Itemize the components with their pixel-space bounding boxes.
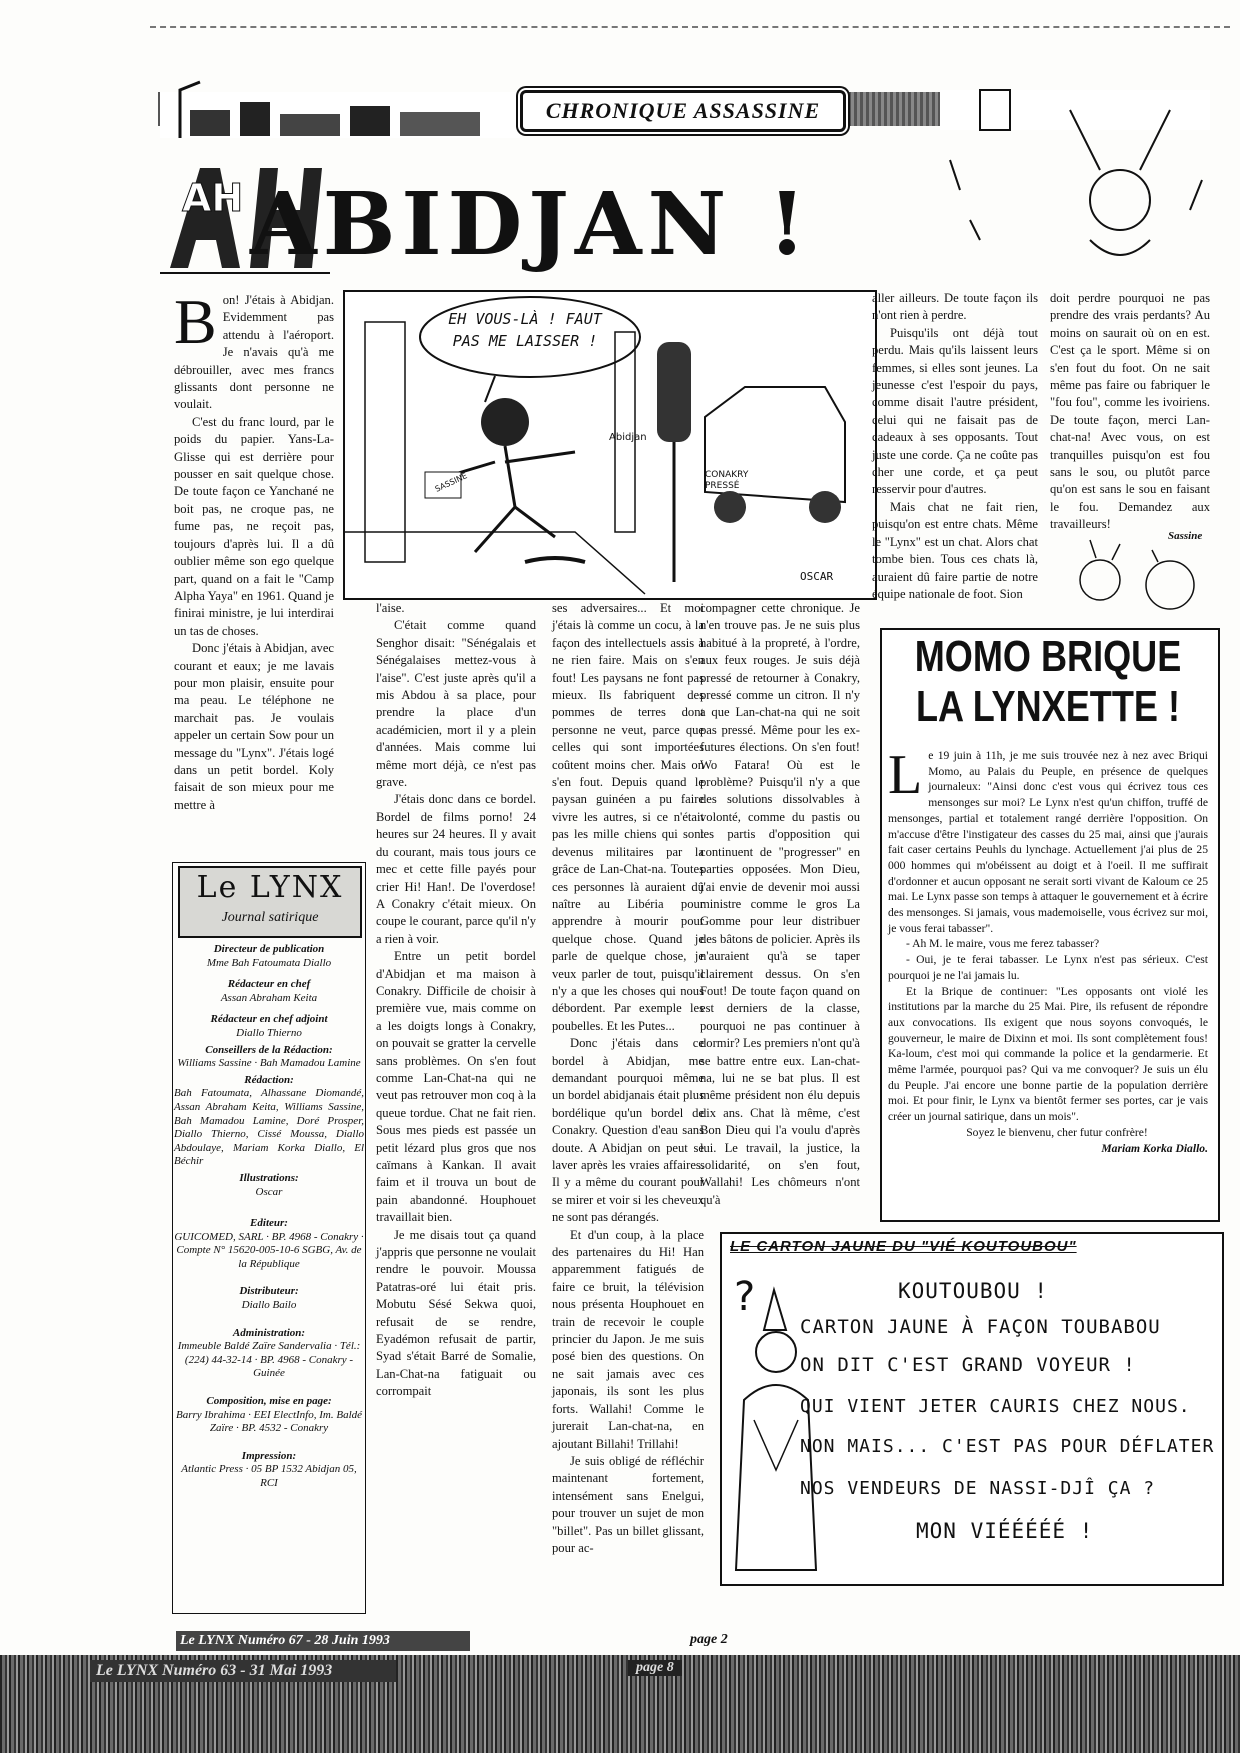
article-paragraph: Et d'un coup, à la place des partenaires du Hi! Han apparemment fatigués de faire ce bruit, la télévision nous présenta Houphouet en train de recevoir le couple princier du Japon. Je me suis posé bien des questions. On ne sait jamais avec ces japonais, ils sont les plus forts. Wallahi! Comme le jurerait Lan-chat-na, en ajoutant Billahi! Trillahi!	[552, 1227, 704, 1451]
masthead-role: Directeur de publication	[213, 943, 325, 955]
lynx-logo	[178, 866, 362, 938]
article-signature: Sassine	[1168, 530, 1203, 542]
section-label: CHRONIQUE ASSASSINE	[520, 90, 846, 132]
momo-title-line-2: LA LYNXETTE !	[916, 682, 1180, 731]
masthead-names: Atlantic Press · 05 BP 1532 Abidjan 05, RCI	[181, 1463, 357, 1489]
carton-line: NON MAIS... C'EST PAS POUR DÉFLATER	[800, 1436, 1215, 1457]
momo-paragraph: e 19 juin à 11h, je me suis trouvée nez à nez avec Briqui Momo, au Palais du Peuple, en présence de quelques journaleux: "Ainsi donc c'est vous qui écrivez tous ces mensonges sur moi? Le Lynx n'est qu'un chiffon, truffé de mensonges, partial et totalement rangé derrière l'opposition. On m'accuse d'être l'instigateur des casses du 25 mai, ainsi que j'aurais fait caser certains Peuhls du lynchage. Actuellement j'ai plus de 25 000 hommes qui m'obéissent au doigt et à l'oeil. Il me suffirait d'ordonner et aucun opposant ne serait sorti vivant de Kaloum ce 25 mai. Le Lynx passe son temps à attaquer le gouvernement et à écrire des mensonges. Si jamais, vous mademoiselle, vous écrivez sur moi, je vous ferai tabasser".	[888, 749, 1208, 935]
masthead-credits	[174, 940, 364, 1491]
carton-heading: LE CARTON JAUNE DU "VIÉ KOUTOUBOU"	[730, 1238, 1077, 1255]
masthead-names: GUICOMED, SARL · BP. 4968 - Conakry · Compte N° 15620-005-10-6 SGBG, Av. de la République	[174, 1230, 364, 1270]
article-paragraph: Donc j'étais dans ce bordel à Abidjan, me demandant pourquoi même un bordel abidjanais était plus bordélique qu'un bordel de Conakry. Question d'eau sans doute. A Abidjan on peut se laver après les vraies affaires. Il y a même du courant pour se mirer et voir si les cheveux ne sont pas dérangés.	[552, 1036, 704, 1225]
momo-signature: Mariam Korka Diallo.	[1101, 1141, 1208, 1155]
svg-text:?: ?	[734, 1274, 756, 1320]
sassine-sketch	[1060, 530, 1210, 620]
scan-line	[150, 26, 1230, 30]
article-paragraph: Puisqu'ils ont déjà tout perdu. Mais qu'ils laissent leurs femmes, si elles sont jeunes. La jeunesse c'est l'espoir du pays, comme disait l'autre président, celui qui ne faisait pas de cadeaux à ses opposants. Tout juste une corde. Ça ne coûte pas cher une corde, et ça peut resservir pour d'autres.	[872, 325, 1038, 497]
article-paragraph: ses adversaires... Et moi j'étais là comme un cocu, à la façon des intellectuels assis à ne rien faire. Mais on s'en fout! Les paysans ne font pas mieux. Ils fabriquent des pommes de terres dont personne ne veut, parce que celles qui sont importées coûtent moins cher. Mais on s'en fout. Depuis quand le paysan guinéen a pu faire vivre les autres, si ce n'était pas les mille chiens qui sont devenus militaires par la grâce de Lan-Chat-na. Toutes ces personnes là auraient dû naître au Libéria pour apprendre à mourir pour quelque chose. Quand je parle de quelque chose, je veux parler de tout, puisqu'il n'y a que les choses qui nous débordent. Par exemple les poubelles. Et les Putes...	[552, 601, 704, 1033]
article-paragraph: l'aise.	[376, 601, 405, 615]
cartoon-bag-label: SASSINE	[433, 471, 469, 494]
carton-line: CARTON JAUNE À FAÇON TOUBABOU	[800, 1316, 1161, 1338]
masthead-role: Rédacteur en chef	[227, 978, 311, 991]
article-paragraph: compagner cette chronique. Je n'en trouve pas. Je ne suis plus habitué à la propreté, à l'ordre, aux feux rouges. Je suis déjà pressé de retourner à Conakry, pressé comme un citron. Il n'y a que Lan-chat-na qui ne soit pas pressé. Même pour les ex-futures élections. On s'en fout! Wo Fatara! Où est le problème? Puisqu'il n'y a que des solutions dissolvables à volonté, comme du pastis ou les partis d'opposition qui continuent de "progresser" en parties opposées. Mon Dieu, j'ai envie de devenir moi aussi ministre comme le gros La Gomme pour leur distribuer des bâtons de policier. Après ils n'auraient qu'à se taper clairement dessus. On s'en Fout! De toute façon quand on est derniers de la classe, pourquoi ne pas continuer à dormir? Les premiers n'ont qu'à se battre entre eux. Lan-chat-na, lui ne se bat plus. Il est même président non élu depuis dix ans. Chat là même, c'est Bon Dieu qui l'a voulu d'après lui. Le travail, la justice, la solidarité, on s'en fout, Wallahi! Les chômeurs n'ont qu'à	[700, 601, 860, 1207]
masthead-role: Distributeur:	[239, 1285, 299, 1298]
article-column-4	[700, 600, 860, 1230]
momo-title	[910, 632, 1186, 732]
carton-line: NOS VENDEURS DE NASSI-DJÎ ÇA ?	[800, 1478, 1156, 1499]
issue-footer: Le LYNX Numéro 67 - 28 Juin 1993	[176, 1631, 470, 1651]
masthead-role: Editeur:	[250, 1217, 288, 1230]
momo-paragraph: - Ah M. le maire, vous me ferez tabasser?	[906, 937, 1100, 951]
masthead-names: Oscar	[255, 1185, 283, 1198]
article-paragraph: Je me disais tout ça quand j'appris que personne ne voulait rendre le pouvoir. Moussa Patatras-oré lui était pris. Mobutu Sésé Sekwa quoi, refusait de se rendre, Eyadémon refusait de partir, Syad s'était Barré de Somalie, Lan-Chat-na fatiguait ou corrompait	[376, 1227, 536, 1399]
momo-title-line-1: MOMO BRIQUE	[914, 632, 1182, 681]
article-paragraph: C'était comme quand Senghor disait: "Sénégalais et Sénégalaises mettez-vous à l'aise". C'est juste après qu'il a mis Abdou à sa place, pour prendre la place d'un académicien, mort il y a plein d'années. Mais comme lui même mort déjà, ce n'est pas grave.	[376, 618, 536, 790]
logo-subtitle: Journal satirique	[221, 910, 319, 925]
cartoon-van-label: CONAKRY PRESSÉ	[705, 470, 749, 491]
article-paragraph: J'étais donc dans ce bordel. Bordel de films porno! 24 heures sur 24 heures. Il y avait du courant, mais tous jours ce mec et cette fille payés pour crier Hi! Han!. De l'overdose! A Conakry c'était mieux. On coupe le courant, parce qu'il n'y a rien à voir.	[376, 792, 536, 946]
dropcap: B	[174, 286, 217, 357]
masthead-names: Diallo Thierno	[236, 1026, 302, 1039]
momo-dropcap: L	[888, 744, 923, 806]
masthead-role: Illustrations:	[239, 1171, 299, 1184]
momo-paragraph: Soyez le bienvenu, cher futur confrère!	[966, 1125, 1148, 1139]
article-paragraph: Entre un petit bordel d'Abidjan et ma maison à Conakry. Difficile de choisir à première vue, mais comme on a les doigts longs à Conakry, on pouvait se gratter la cervelle sans problèmes. On s'en fout comme Lan-Chat-na qui ne veut pas retrouver mon coq à la queue tordue. Chat ne fait rien. Sous mes pieds est passée un petit lézard plus gros que nos caïmans à Kankan. Il avait faim et il trouva un bout de pain abandonné. Houphouet travaillait bien.	[376, 949, 536, 1225]
article-paragraph: on! J'étais à Abidjan. Evidemment pas attendu à l'aéroport. Je n'avais qu'à me débrouiller, avec mes francs glissants dont personne ne voulait.	[174, 293, 334, 412]
masthead-names: Bah Fatoumata, Alhassane Diomandé, Assan Abraham Keita, Williams Sassine, Bah Mamadou Lamine, Doré Prosper, Diallo Thierno, Cissé Moussa, Diallo Abdoulaye, Mariam Korka Diallo, El Béchir	[174, 1087, 364, 1168]
cartoon-speech-bubble: EH VOUS-LÀ ! FAUT PAS ME LAISSER !	[448, 310, 602, 350]
carton-line: QUI VIENT JETER CAURIS CHEZ NOUS.	[800, 1396, 1191, 1417]
cartoon-sign: Abidjan	[609, 432, 647, 443]
carton-line: KOUTOUBOU !	[898, 1279, 1049, 1303]
article-paragraph: doit perdre pourquoi ne pas prendre des vrais perdants? Au moins on saurait où on en est. C'est ça le sport. Même si on s'en fout du foot. On ne sait même pas faire ou fabriquer le "fou fou", comme les ivoiriens. De toute façon, merci Lan-chat-na! Avec vous, on est tranquilles puisqu'on est fou sans le sou, ou plutôt parce qu'on est sans le sou en faisant le fou. Demandez aux travailleurs!	[1050, 291, 1210, 532]
article-paragraph: Je suis obligé de réfléchir maintenant fortement, intensément sans Enelgui, pour trouver un sujet de mon "billet". Pas un billet glissant, pour ac-	[552, 1453, 704, 1555]
city-skyline-drawing	[160, 80, 520, 140]
masthead-role: Conseillers de la Rédaction:	[205, 1043, 333, 1056]
carton-line: ON DIT C'EST GRAND VOYEUR !	[800, 1354, 1136, 1376]
article-paragraph: Mais chat ne fait rien, puisqu'on est entre chats. Même le "Lynx" est un chat. Alors chat tombe bien. Tous ces chats là, auraient dû faire partie de notre équipe nationale de foot. Sion	[872, 499, 1038, 601]
momo-paragraph: Et la Brique de continuer: "Les opposants ont violé les institutions par la marche du 25 Mai. Pire, ils refusent de répondre aux convocations. Ils exigent que nous soyons convoqués, le gouverneur, le maire de Dixinn et moi. Ils sont complètement fous! Ka-loum, c'est moi qui commande la police et la gendarmerie. Et même l'armée, pourquoi pas? Qui va me convoquer? Je suis un élu du Peuple. J'ai encore une bonne partie de la population derrière moi. Et pour finir, le Lynx va bientôt fermer ses portes, car je vais créer un journal satirique, dans un mois".	[888, 984, 1208, 1124]
carton-line: MON VIÉÉÉÉÉ !	[916, 1519, 1094, 1543]
article-column-5	[872, 290, 1038, 622]
masthead-role: Impression:	[241, 1449, 297, 1462]
article-column-1	[174, 286, 334, 850]
masthead-names: Assan Abraham Keita	[220, 991, 318, 1004]
article-column-3	[552, 600, 704, 1618]
article-column-6	[1050, 290, 1210, 532]
headline: ABIDJAN !	[250, 174, 812, 275]
article-paragraph: C'est du franc lourd, par le poids du papier. Yans-La-Glisse qui est derrière pour pousser en sait quelque chose. De toute façon ce Yanchané ne boit pas, ne croque pas, ne fume pas, ne reçoit pas, toujours d'après lui. Il a dû oublier même son ego quelque part, quand on a fait le "Camp Alpha Yaya" en 1961. Quand je finirai ministre, je lui interdirai un tas de choses.	[174, 414, 334, 638]
masthead-role: Rédacteur en chef adjoint	[210, 1013, 328, 1026]
ghost-issue-footer: Le LYNX Numéro 63 - 31 Mai 1993	[90, 1660, 396, 1682]
masthead-role: Rédaction:	[244, 1073, 294, 1086]
masthead-names: Barry Ibrahima · EEI ElectInfo, Im. Baldé Zaïre · BP. 4532 - Conakry	[175, 1408, 363, 1435]
page-number: page 2	[690, 1632, 728, 1647]
masthead-names: Diallo Bailo	[241, 1299, 297, 1312]
article-paragraph: Donc j'étais à Abidjan, avec courant et eaux; je me lavais pour mon plaisir, ensuite pour ma peau. Le téléphone ne marchait pas. Je voulais appeler un certain Sow pour un message du "Lynx". J'étais logé dans un petit bordel. Koly faisait de son mieux pour me mettre à	[174, 641, 334, 812]
ghost-page-number: page 8	[628, 1660, 682, 1676]
momo-paragraph: - Oui, je te ferai tabasser. Le Lynx n'est pas sérieux. C'est pourquoi je ne l'ai jamais lu.	[888, 953, 1208, 982]
masthead-role: Administration:	[232, 1326, 306, 1339]
masthead-role: Composition, mise en page:	[206, 1395, 332, 1408]
title-prefix: AH	[182, 176, 244, 220]
momo-article-body	[888, 744, 1208, 1214]
masthead-names: Mme Bah Fatoumata Diallo	[206, 956, 332, 969]
article-paragraph: aller ailleurs. De toute façon ils n'ont rien à perdre.	[872, 291, 1038, 323]
masthead-names: Immeuble Baldé Zaïre Sandervalia · Tél.: (224) 44-32-14 · BP. 4968 - Conakry - Guinée	[177, 1340, 361, 1380]
article-column-2	[376, 600, 536, 1618]
cartoon-artist: OSCAR	[800, 570, 834, 583]
logo-text: Le LYNX	[196, 870, 344, 905]
masthead-names: Williams Sassine · Bah Mamadou Lamine	[177, 1057, 361, 1070]
